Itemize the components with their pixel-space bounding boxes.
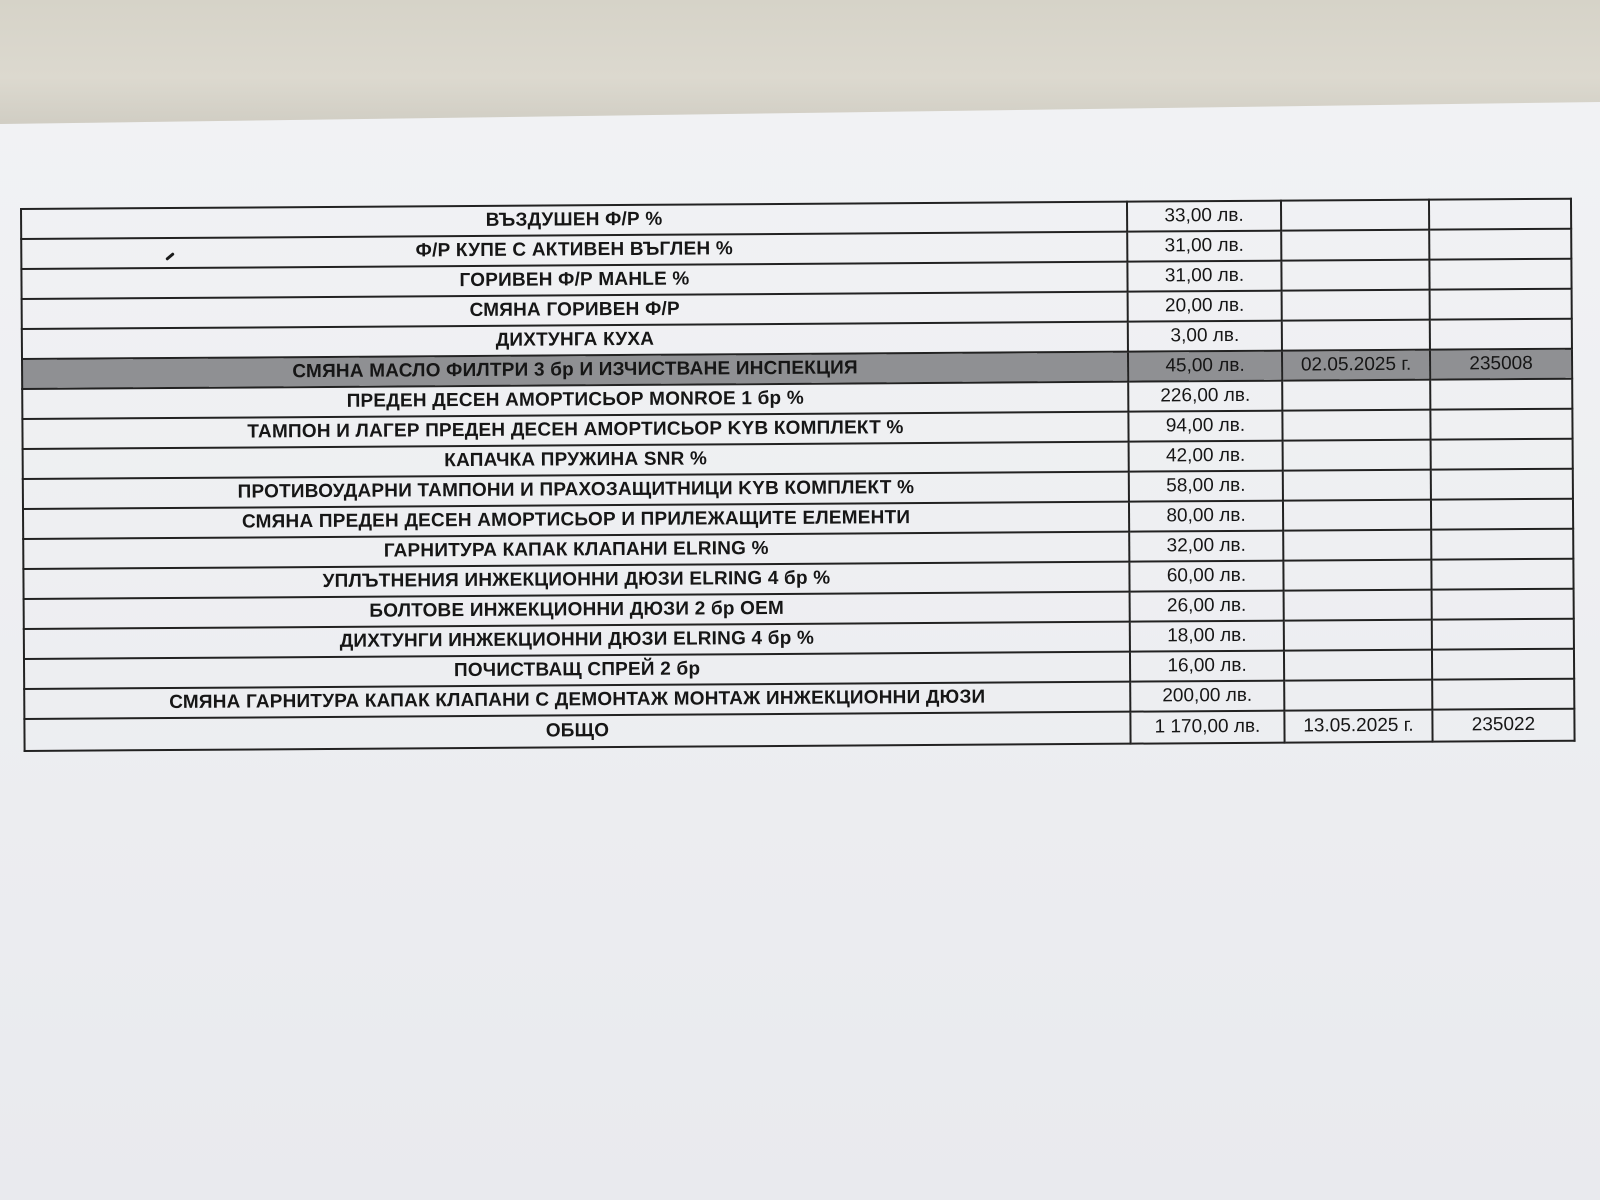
item-doc-number bbox=[1432, 649, 1574, 680]
item-date bbox=[1284, 590, 1432, 621]
item-doc-number bbox=[1431, 559, 1573, 590]
item-doc-number bbox=[1430, 409, 1572, 440]
invoice-table-wrapper bbox=[20, 198, 1574, 752]
item-price: 226,00 лв. bbox=[1128, 381, 1282, 412]
item-doc-number bbox=[1431, 439, 1573, 470]
item-doc-number bbox=[1429, 229, 1571, 260]
item-price: 32,00 лв. bbox=[1129, 531, 1283, 562]
item-description: ГАРНИТУРА КАПАК КЛАПАНИ ELRING % bbox=[23, 532, 1129, 569]
item-date bbox=[1284, 620, 1432, 651]
item-date bbox=[1281, 230, 1429, 261]
invoice-table bbox=[20, 198, 1576, 752]
item-date bbox=[1281, 200, 1429, 231]
item-price: 31,00 лв. bbox=[1127, 231, 1281, 262]
item-doc-number bbox=[1432, 619, 1574, 650]
item-doc-number: 235008 bbox=[1430, 349, 1572, 380]
item-description: ПРЕДЕН ДЕСЕН АМОРТИСЬОР MONROE 1 бр % bbox=[22, 382, 1128, 419]
item-price: 26,00 лв. bbox=[1130, 591, 1284, 622]
item-date bbox=[1283, 500, 1431, 531]
item-description: ПРОТИВОУДАРНИ ТАМПОНИ И ПРАХОЗАЩИТНИЦИ KYB КОМПЛЕКТ % bbox=[23, 472, 1129, 509]
item-price: 60,00 лв. bbox=[1129, 561, 1283, 592]
item-description: КАПАЧКА ПРУЖИНА SNR % bbox=[23, 442, 1129, 479]
item-date bbox=[1283, 560, 1431, 591]
item-description: СМЯНА ГАРНИТУРА КАПАК КЛАПАНИ С ДЕМОНТАЖ МОНТАЖ ИНЖЕКЦИОННИ ДЮЗИ bbox=[24, 682, 1130, 719]
item-price: 18,00 лв. bbox=[1130, 621, 1284, 652]
item-price: 45,00 лв. bbox=[1128, 351, 1282, 382]
item-description: СМЯНА ГОРИВЕН Ф/Р bbox=[22, 292, 1128, 329]
item-price: 33,00 лв. bbox=[1127, 201, 1281, 232]
item-date bbox=[1282, 290, 1430, 321]
item-price: 80,00 лв. bbox=[1129, 501, 1283, 532]
item-doc-number bbox=[1432, 589, 1574, 620]
item-description: ДИХТУНГИ ИНЖЕКЦИОННИ ДЮЗИ ELRING 4 бр % bbox=[24, 622, 1130, 659]
total-price: 1 170,00 лв. bbox=[1130, 711, 1284, 744]
total-doc-number: 235022 bbox=[1432, 709, 1574, 742]
item-doc-number bbox=[1432, 679, 1574, 710]
item-price: 42,00 лв. bbox=[1129, 441, 1283, 472]
item-doc-number bbox=[1431, 469, 1573, 500]
item-description: ДИХТУНГА КУХА bbox=[22, 322, 1128, 359]
item-date bbox=[1282, 320, 1430, 351]
item-description: ГОРИВЕН Ф/Р MAHLE % bbox=[21, 262, 1127, 299]
item-price: 94,00 лв. bbox=[1128, 411, 1282, 442]
item-description: ТАМПОН И ЛАГЕР ПРЕДЕН ДЕСЕН АМОРТИСЬОР KYB КОМПЛЕКТ % bbox=[22, 412, 1128, 449]
item-date bbox=[1284, 680, 1432, 711]
item-price: 16,00 лв. bbox=[1130, 651, 1284, 682]
item-description: ВЪЗДУШЕН Ф/Р % bbox=[21, 202, 1127, 239]
item-doc-number bbox=[1430, 379, 1572, 410]
item-price: 31,00 лв. bbox=[1127, 261, 1281, 292]
item-date bbox=[1283, 530, 1431, 561]
item-description: СМЯНА ПРЕДЕН ДЕСЕН АМОРТИСЬОР И ПРИЛЕЖАЩИТЕ ЕЛЕМЕНТИ bbox=[23, 502, 1129, 539]
item-date: 02.05.2025 г. bbox=[1282, 350, 1430, 381]
item-date bbox=[1283, 470, 1431, 501]
item-description: УПЛЪТНЕНИЯ ИНЖЕКЦИОННИ ДЮЗИ ELRING 4 бр % bbox=[23, 562, 1129, 599]
total-label: ОБЩО bbox=[24, 712, 1130, 751]
item-description: СМЯНА МАСЛО ФИЛТРИ 3 бр И ИЗЧИСТВАНЕ ИНСПЕКЦИЯ bbox=[22, 352, 1128, 389]
item-doc-number bbox=[1431, 499, 1573, 530]
item-description: Ф/Р КУПЕ С АКТИВЕН ВЪГЛЕН % bbox=[21, 232, 1127, 269]
item-doc-number bbox=[1429, 199, 1571, 230]
item-doc-number bbox=[1429, 259, 1571, 290]
item-date bbox=[1281, 260, 1429, 291]
item-date bbox=[1283, 440, 1431, 471]
item-date bbox=[1282, 380, 1430, 411]
item-doc-number bbox=[1430, 289, 1572, 320]
item-doc-number bbox=[1431, 529, 1573, 560]
item-description: БОЛТОВЕ ИНЖЕКЦИОННИ ДЮЗИ 2 бр OEM bbox=[24, 592, 1130, 629]
item-price: 3,00 лв. bbox=[1128, 321, 1282, 352]
item-date bbox=[1284, 650, 1432, 681]
total-date: 13.05.2025 г. bbox=[1284, 710, 1432, 743]
item-date bbox=[1282, 410, 1430, 441]
item-price: 200,00 лв. bbox=[1130, 681, 1284, 712]
item-price: 20,00 лв. bbox=[1128, 291, 1282, 322]
invoice-rows bbox=[21, 199, 1575, 751]
item-price: 58,00 лв. bbox=[1129, 471, 1283, 502]
item-description: ПОЧИСТВАЩ СПРЕЙ 2 бр bbox=[24, 652, 1130, 689]
item-doc-number bbox=[1430, 319, 1572, 350]
